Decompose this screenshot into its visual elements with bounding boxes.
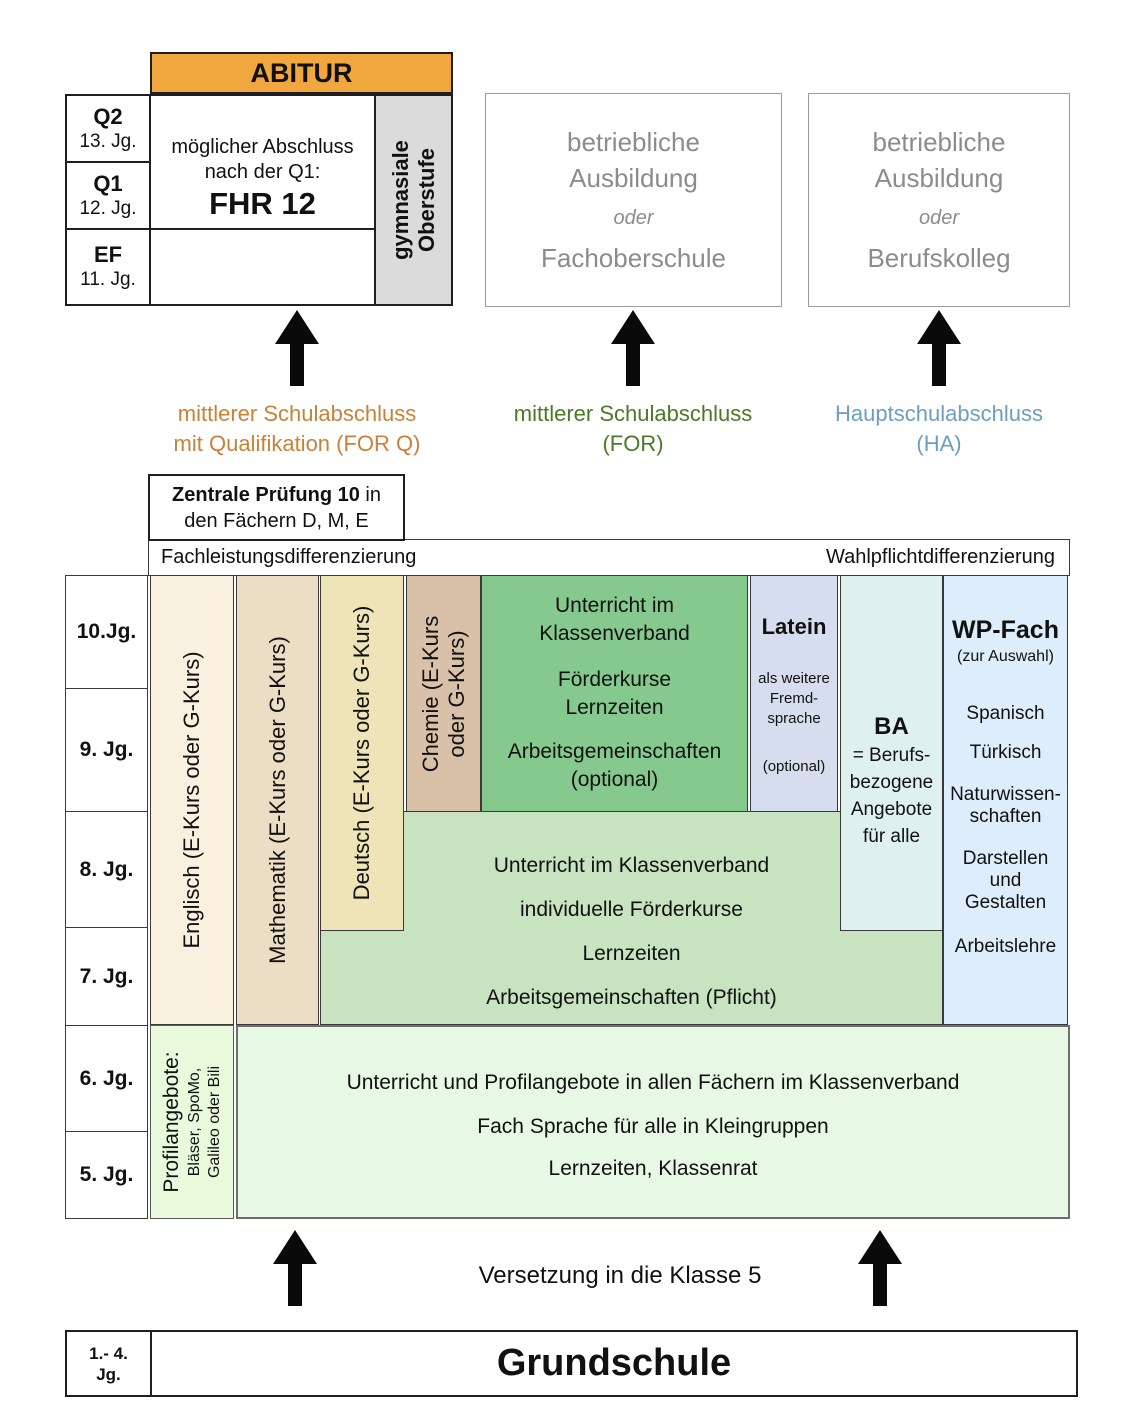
grade-label: 8. Jg. [79,857,134,881]
up-arrow-icon [275,310,319,386]
up-arrow-icon [273,1230,317,1306]
grundschule-title: Grundschule [496,1342,732,1384]
green-upper-line: Arbeitsgemeinschaften [507,740,722,763]
gymnasiale-oberstufe-bar [374,94,453,306]
green-lower-box [236,1025,1070,1219]
box-oder: oder [613,207,654,229]
latein-title: Latein [761,614,827,639]
box-berufskolleg [808,93,1070,307]
box-line: betriebliche [567,127,700,157]
zentrale-pruefung-box [148,474,405,541]
chemie-label-line1: Chemie (E-Kurs [417,615,443,772]
box-fachoberschule [485,93,782,307]
wp-item: Darstellen [962,848,1049,869]
box-line: Ausbildung [874,163,1004,193]
stage-year: 13. Jg. [79,130,137,152]
green-lower-line: Unterricht und Profilangebote in allen Fächern im Klassenverband [346,1071,960,1094]
grade-cell-7 [65,927,148,1026]
up-arrow-icon [917,310,961,386]
wp-sub: (zur Auswahl) [957,648,1054,665]
green-upper-line: (optional) [570,768,659,791]
deutsch-column [320,575,404,931]
grade-cell-6 [65,1025,148,1132]
ba-column [840,575,943,931]
green-mid-line: Lernzeiten [582,942,681,965]
stage-code: Q2 [93,103,123,129]
up-arrow-icon [611,310,655,386]
grade-label: 10.Jg. [76,620,137,643]
stage-code: Q1 [93,170,123,196]
stage-code: EF [93,242,123,267]
grade-cell-5 [65,1131,148,1219]
stage-year: 12. Jg. [79,197,137,219]
green-mid-line: individuelle Förderkurse [520,898,743,921]
green-upper-line: Lernzeiten [565,696,664,719]
box-line: betriebliche [872,127,1006,157]
wp-item: Türkisch [969,742,1042,763]
wp-item: Spanisch [966,703,1045,724]
green-mid-line: Arbeitsgemeinschaften (Pflicht) [486,986,777,1009]
label-line: mittlerer Schulabschluss [513,401,753,426]
wp-item: Gestalten [964,892,1047,913]
grade-label: 9. Jg. [79,738,134,761]
abitur-header [150,52,453,94]
mathematik-label: Mathematik (E-Kurs oder G-Kurs) [264,636,290,964]
profil-title: Profilangebote: [160,1051,183,1193]
green-upper-line: Unterricht im [554,594,675,617]
deutsch-label: Deutsch (E-Kurs oder G-Kurs) [349,605,374,901]
zp-bold: Zentrale Prüfung 10 [172,483,360,506]
label-for-q [137,399,457,459]
grundschule-grade-cell [67,1332,152,1395]
label-for [473,399,793,459]
wp-item: schaften [969,806,1042,827]
ba-line: für alle [862,826,921,847]
grade-label: 7. Jg. [79,964,134,988]
latein-sub: Fremd- [769,690,819,707]
grade-label: 6. Jg. [79,1066,134,1090]
gymnasiale-line2: Oberstufe [413,148,439,252]
green-mid-line: Unterricht im Klassenverband [493,854,770,877]
wp-fach-column [943,575,1068,1025]
mathematik-column [236,575,319,1025]
stage-year: 11. Jg. [80,269,136,290]
grundschule-grade-line1: 1.- 4. [89,1343,128,1363]
zp-line2: den Fächern D, M, E [184,509,369,532]
green-lower-line: Fach Sprache für alle in Kleingruppen [477,1115,829,1138]
label-line: (HA) [916,431,962,456]
versetzung-label: Versetzung in die Klasse 5 [478,1262,762,1289]
fhr-cell [149,94,376,230]
wp-item: und [989,870,1022,891]
box-line: Ausbildung [569,163,698,193]
grade-label: 5. Jg. [79,1163,134,1186]
ba-line: Angebote [850,799,933,820]
wp-item: Naturwissen- [950,784,1061,805]
label-line: mittlerer Schulabschluss [177,401,417,426]
zp-rest: in [359,483,381,506]
green-upper-box [481,575,748,812]
ba-title: BA [874,713,909,740]
fhr-line2: nach der Q1: [204,161,321,183]
wp-item: Arbeitslehre [954,936,1057,957]
label-ha [779,399,1099,459]
profil-sub: Bläser, SpoMo, [186,1067,203,1177]
fhr-line1: möglicher Abschluss [171,136,354,158]
wahlpflicht-label: Wahlpflichtdifferenzierung [825,546,1055,568]
label-line: (FOR) [602,431,664,456]
grade-cell-9 [65,688,148,812]
chemie-label-line2: oder G-Kurs) [443,629,469,758]
gymnasiale-line1: gymnasiale [387,140,413,260]
box-line: Berufskolleg [867,243,1011,273]
ef-empty-cell [149,228,376,306]
box-line: Fachoberschule [541,243,726,273]
chemie-column [406,575,481,812]
latein-optional: (optional) [762,758,826,775]
ba-line: = Berufs- [852,745,931,766]
englisch-column [150,575,234,1025]
profil-column [150,1025,234,1219]
stage-cell-q1 [65,161,151,230]
englisch-label: Englisch (E-Kurs oder G-Kurs) [179,651,204,949]
fachleistung-label: Fachleistungsdifferenzierung [161,546,417,568]
latein-box [750,575,838,812]
grundschule-box [65,1330,1078,1397]
green-lower-line: Lernzeiten, Klassenrat [548,1157,758,1180]
ba-line: bezogene [849,772,934,793]
grundschule-grade-line2: Jg. [96,1364,121,1384]
latein-sub: als weitere [758,670,830,687]
profil-sub: Galileo oder Bili [206,1065,223,1179]
box-oder: oder [918,207,960,229]
grade-cell-10 [65,575,148,689]
stage-cell-ef [65,228,151,306]
differenzierung-header [148,539,1070,576]
wp-title: WP-Fach [952,616,1059,644]
fhr-abbrev: FHR 12 [209,186,316,221]
stage-cell-q2 [65,94,151,163]
label-line: mit Qualifikation (FOR Q) [173,431,421,456]
label-line: Hauptschulabschluss [835,401,1043,426]
green-upper-line: Förderkurse [557,668,672,691]
abitur-title: ABITUR [250,57,353,88]
grade-cell-8 [65,811,148,928]
green-upper-line: Klassenverband [539,622,690,645]
latein-sub: sprache [767,710,821,727]
